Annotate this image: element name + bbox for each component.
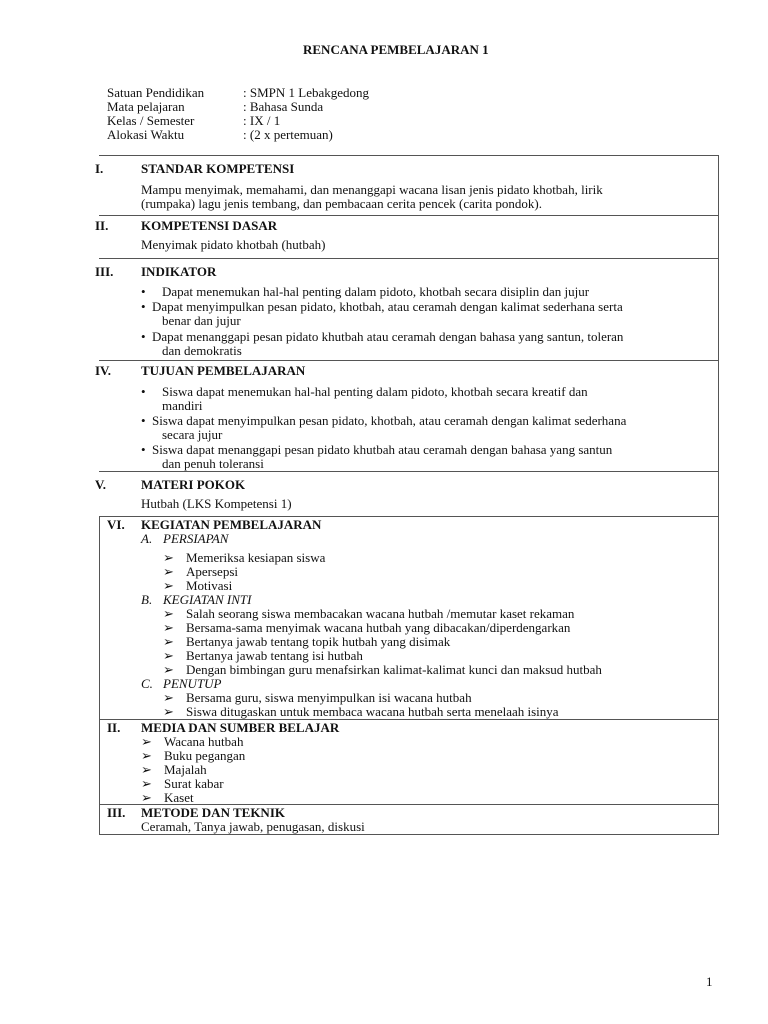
arrow-bullet-icon: ➢ xyxy=(141,776,152,791)
info-label: Kelas / Semester xyxy=(107,113,195,128)
info-value: : Bahasa Sunda xyxy=(243,99,324,114)
arrow-bullet-icon: ➢ xyxy=(141,734,152,749)
section-number: II. xyxy=(95,218,109,233)
list-item: Kaset xyxy=(164,790,194,805)
section-heading: TUJUAN PEMBELAJARAN xyxy=(141,363,306,378)
info-label: Satuan Pendidikan xyxy=(107,85,205,100)
list-item: Memeriksa kesiapan siswa xyxy=(186,550,326,565)
list-item-continued: benar dan jujur xyxy=(162,313,241,328)
arrow-bullet-icon: ➢ xyxy=(163,634,174,649)
section-text: Menyimak pidato khotbah (hutbah) xyxy=(141,237,326,252)
arrow-bullet-icon: ➢ xyxy=(141,790,152,805)
list-item: Dapat menemukan hal-hal penting dalam pidoto, khotbah secara disiplin dan jujur xyxy=(162,284,590,299)
list-item: Dapat menyimpulkan pesan pidato, khotbah, atau ceramah dengan kalimat sederhana serta xyxy=(152,299,623,314)
table-rule xyxy=(718,155,719,835)
table-rule xyxy=(99,215,719,216)
arrow-bullet-icon: ➢ xyxy=(163,662,174,677)
arrow-bullet-icon: ➢ xyxy=(163,690,174,705)
section-heading: MEDIA DAN SUMBER BELAJAR xyxy=(141,720,340,735)
arrow-bullet-icon: ➢ xyxy=(141,762,152,777)
list-item: Wacana hutbah xyxy=(164,734,244,749)
list-item-continued: dan demokratis xyxy=(162,343,242,358)
section-heading: KOMPETENSI DASAR xyxy=(141,218,278,233)
subsection-title: KEGIATAN INTI xyxy=(163,592,252,607)
info-label: Alokasi Waktu xyxy=(107,127,185,142)
bullet-icon: • xyxy=(141,413,146,428)
section-text: Ceramah, Tanya jawab, penugasan, diskusi xyxy=(141,819,365,834)
info-label: Mata pelajaran xyxy=(107,99,185,114)
info-value: : SMPN 1 Lebakgedong xyxy=(243,85,370,100)
subsection-label: C. xyxy=(141,676,153,691)
section-heading: KEGIATAN PEMBELAJARAN xyxy=(141,517,322,532)
table-rule xyxy=(99,834,719,835)
arrow-bullet-icon: ➢ xyxy=(163,704,174,719)
section-number: III. xyxy=(107,805,126,820)
table-rule xyxy=(99,155,719,156)
subsection-label: B. xyxy=(141,592,153,607)
arrow-bullet-icon: ➢ xyxy=(163,578,174,593)
list-item: Siswa dapat menanggapi pesan pidato khutbah atau ceramah dengan bahasa yang santun xyxy=(152,442,613,457)
arrow-bullet-icon: ➢ xyxy=(163,564,174,579)
arrow-bullet-icon: ➢ xyxy=(163,648,174,663)
list-item: Majalah xyxy=(164,762,207,777)
section-text: Hutbah (LKS Kompetensi 1) xyxy=(141,496,292,511)
bullet-icon: • xyxy=(141,329,146,344)
list-item-continued: secara jujur xyxy=(162,427,223,442)
list-item: Buku pegangan xyxy=(164,748,246,763)
arrow-bullet-icon: ➢ xyxy=(141,748,152,763)
section-text: (rumpaka) lagu jenis tembang, dan pembacaan cerita pencek (carita pondok). xyxy=(141,196,543,211)
section-heading: INDIKATOR xyxy=(141,264,217,279)
bullet-icon: • xyxy=(141,284,146,299)
bullet-icon: • xyxy=(141,384,146,399)
table-rule xyxy=(99,471,719,472)
list-item: Siswa ditugaskan untuk membaca wacana hutbah serta menelaah isinya xyxy=(186,704,559,719)
list-item: Bertanya jawab tentang topik hutbah yang disimak xyxy=(186,634,451,649)
table-rule xyxy=(99,516,100,835)
document-title: RENCANA PEMBELAJARAN 1 xyxy=(303,42,489,57)
arrow-bullet-icon: ➢ xyxy=(163,620,174,635)
list-item: Apersepsi xyxy=(186,564,238,579)
list-item: Dapat menanggapi pesan pidato khutbah atau ceramah dengan bahasa yang santun, toleran xyxy=(152,329,624,344)
list-item: Dengan bimbingan guru menafsirkan kalimat-kalimat kunci dan maksud hutbah xyxy=(186,662,602,677)
list-item: Bersama-sama menyimak wacana hutbah yang dibacakan/diperdengarkan xyxy=(186,620,571,635)
subsection-label: A. xyxy=(141,531,153,546)
list-item-continued: dan penuh toleransi xyxy=(162,456,264,471)
page-number: 1 xyxy=(706,974,713,989)
subsection-title: PERSIAPAN xyxy=(163,531,229,546)
section-heading: METODE DAN TEKNIK xyxy=(141,805,285,820)
bullet-icon: • xyxy=(141,299,146,314)
section-number: V. xyxy=(95,477,106,492)
list-item-continued: mandiri xyxy=(162,398,203,413)
info-value: : (2 x pertemuan) xyxy=(243,127,333,142)
list-item: Motivasi xyxy=(186,578,233,593)
bullet-icon: • xyxy=(141,442,146,457)
section-number: I. xyxy=(95,161,104,176)
section-text: Mampu menyimak, memahami, dan menanggapi wacana lisan jenis pidato khotbah, lirik xyxy=(141,182,603,197)
table-rule xyxy=(99,258,719,259)
subsection-title: PENUTUP xyxy=(163,676,222,691)
list-item: Salah seorang siswa membacakan wacana hutbah /memutar kaset rekaman xyxy=(186,606,575,621)
list-item: Bersama guru, siswa menyimpulkan isi wacana hutbah xyxy=(186,690,472,705)
list-item: Siswa dapat menemukan hal-hal penting dalam pidoto, khotbah secara kreatif dan xyxy=(162,384,588,399)
section-number: II. xyxy=(107,720,121,735)
arrow-bullet-icon: ➢ xyxy=(163,606,174,621)
info-value: : IX / 1 xyxy=(243,113,281,128)
section-heading: STANDAR KOMPETENSI xyxy=(141,161,295,176)
list-item: Bertanya jawab tentang isi hutbah xyxy=(186,648,363,663)
list-item: Siswa dapat menyimpulkan pesan pidato, khotbah, atau ceramah dengan kalimat sederhana xyxy=(152,413,627,428)
section-number: VI. xyxy=(107,517,125,532)
list-item: Surat kabar xyxy=(164,776,224,791)
table-rule xyxy=(99,360,719,361)
section-number: IV. xyxy=(95,363,112,378)
arrow-bullet-icon: ➢ xyxy=(163,550,174,565)
section-heading: MATERI POKOK xyxy=(141,477,246,492)
section-number: III. xyxy=(95,264,114,279)
